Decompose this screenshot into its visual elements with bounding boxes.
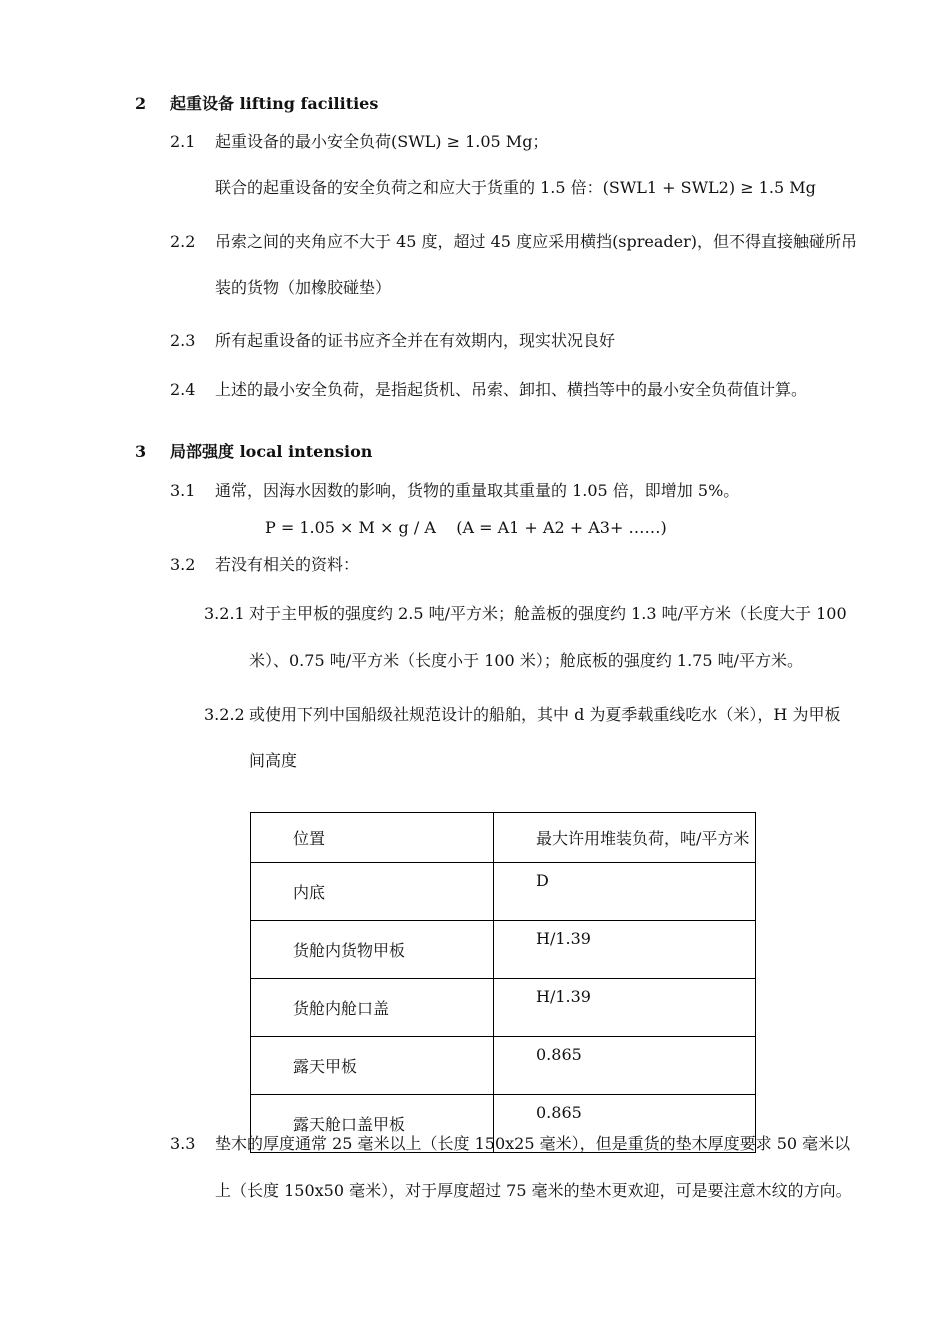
section-2-title: 起重设备 lifting facilities <box>170 94 379 113</box>
item-3-2-1-number: 3.2.1 <box>204 604 245 623</box>
item-3-2-1-text-line2: 米）、0.75 吨/平方米（长度小于 100 米）；舱底板的强度约 1.75 吨/平方米。 <box>249 651 804 670</box>
row-max-load: H/1.39 <box>494 921 756 979</box>
item-3-2-1-text: 对于主甲板的强度约 2.5 吨/平方米；舱盖板的强度约 1.3 吨/平方米（长度大于 100 <box>249 604 847 623</box>
row-max-load: 0.865 <box>494 1095 756 1153</box>
row-max-load: 0.865 <box>494 1037 756 1095</box>
item-3-2-2-number: 3.2.2 <box>204 705 245 724</box>
item-3-2-number: 3.2 <box>170 555 196 574</box>
table-row <box>251 921 756 979</box>
table-row <box>251 863 756 921</box>
row-location: 货舱内货物甲板 <box>251 921 494 979</box>
table-row <box>251 1037 756 1095</box>
item-2-1-text: 起重设备的最小安全负荷(SWL) ≥ 1.05 Mg； <box>215 132 549 151</box>
load-formula: P = 1.05 × M × g / A (A = A1 + A2 + A3+ ……) <box>265 518 667 537</box>
item-2-2-number: 2.2 <box>170 232 196 251</box>
header-max-load: 最大许用堆装负荷，吨/平方米 <box>494 813 756 863</box>
item-3-3-number: 3.3 <box>170 1134 196 1153</box>
table-row <box>251 979 756 1037</box>
row-location: 内底 <box>251 863 494 921</box>
section-3-number: 3 <box>135 442 147 461</box>
item-3-2-text: 若没有相关的资料： <box>215 555 360 574</box>
item-2-4-text: 上述的最小安全负荷，是指起货机、吊索、卸扣、横挡等中的最小安全负荷值计算。 <box>215 380 808 399</box>
section-3-title: 局部强度 local intension <box>170 442 373 461</box>
row-max-load: D <box>494 863 756 921</box>
row-max-load: H/1.39 <box>494 979 756 1037</box>
row-location: 露天甲板 <box>251 1037 494 1095</box>
item-3-1-text: 通常，因海水因数的影响，货物的重量取其重量的 1.05 倍，即增加 5%。 <box>215 481 740 500</box>
item-2-2-text-line2: 装的货物（加橡胶碰垫） <box>215 278 392 297</box>
item-2-3-text: 所有起重设备的证书应齐全并在有效期内，现实状况良好 <box>215 331 616 350</box>
row-location: 货舱内舱口盖 <box>251 979 494 1037</box>
item-3-2-2-text-line2: 间高度 <box>249 751 298 770</box>
item-3-3-text-line2: 上（长度 150x50 毫米），对于厚度超过 75 毫米的垫木更欢迎，可是要注意木纹的方向。 <box>215 1181 852 1200</box>
item-2-3-number: 2.3 <box>170 331 196 350</box>
header-location: 位置 <box>251 813 494 863</box>
item-2-1-number: 2.1 <box>170 132 196 151</box>
item-2-2-text: 吊索之间的夹角应不大于 45 度，超过 45 度应采用横挡(spreader)，但不得直接触碰所吊 <box>215 232 858 251</box>
item-3-1-number: 3.1 <box>170 481 196 500</box>
item-3-2-2-text: 或使用下列中国船级社规范设计的船舶，其中 d 为夏季载重线吃水（米），H 为甲板 <box>249 705 841 724</box>
item-3-3-text: 垫木的厚度通常 25 毫米以上（长度 150x25 毫米），但是重货的垫木厚度要求 50 毫米以 <box>215 1134 851 1153</box>
section-2-number: 2 <box>135 94 147 113</box>
item-2-4-number: 2.4 <box>170 380 196 399</box>
stowage-load-table <box>250 812 756 1153</box>
table-header-row <box>251 813 756 863</box>
item-2-1-text-line2: 联合的起重设备的安全负荷之和应大于货重的 1.5 倍：(SWL1 + SWL2) ≥ 1.5 Mg <box>215 178 816 197</box>
row-location: 露天舱口盖甲板 <box>251 1095 494 1153</box>
